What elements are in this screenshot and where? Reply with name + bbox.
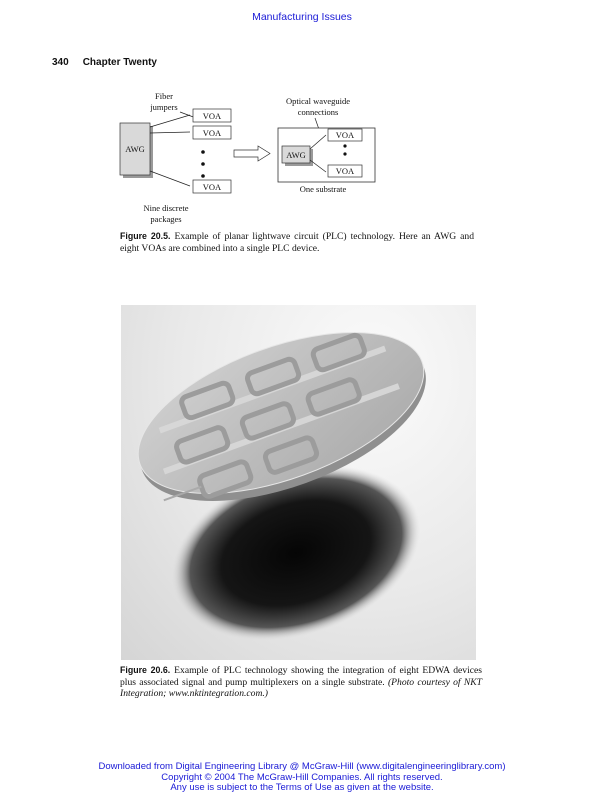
figure-20-5-caption (120, 231, 474, 254)
section-link[interactable]: Manufacturing Issues (252, 11, 352, 23)
footer-copyright: Copyright © 2004 The McGraw-Hill Companies. All rights reserved. (161, 771, 443, 783)
fiber-label-line2: jumpers (150, 102, 178, 112)
voa-label-right-1: VOA (335, 130, 355, 140)
fiber-line-3 (150, 171, 190, 186)
caption-text: Example of PLC technology showing the integration of eight EDWA devices plus associated signal and pump multiplexers on a single substrate. (120, 665, 482, 688)
awg-label-right: AWG (286, 150, 306, 160)
caption-text: Example of planar lightwave circuit (PLC) technology. Here an AWG and eight VOAs are combined into a single PLC device. (120, 231, 474, 254)
voa-label-right-2: VOA (335, 166, 355, 176)
fiber-line-2 (150, 132, 190, 133)
ellipsis-dot (201, 174, 205, 178)
footer-download-link[interactable]: Downloaded from Digital Engineering Library @ McGraw-Hill (www.digitalengineeringlibrary.com) (98, 761, 506, 772)
waveguide-label-line1: Optical waveguide (286, 96, 350, 106)
photo-credit: (Photo courtesy of NKT Integration; www.nktintegration.com.) (120, 676, 483, 699)
footer-terms-link[interactable]: Any use is subject to the Terms of Use as given at the website. (170, 782, 434, 793)
voa-label-left-1: VOA (202, 111, 222, 121)
ellipsis-dot (201, 150, 205, 154)
voa-label-left-3: VOA (202, 182, 222, 192)
caption-label: Figure 20.6. (120, 665, 171, 675)
packages-label-line1: Nine discrete (143, 203, 189, 213)
ellipsis-dot (343, 152, 346, 155)
running-head (52, 57, 157, 68)
waveguide-label-line2: connections (297, 107, 339, 117)
ellipsis-dot (343, 144, 346, 147)
voa-label-left-2: VOA (202, 128, 222, 138)
awg-label-left: AWG (125, 144, 145, 154)
page-number: 340 (52, 57, 69, 68)
chapter-title: Chapter Twenty (82, 57, 157, 68)
plc-wafer-photo (121, 305, 476, 660)
fiber-label-line1: Fiber (155, 91, 173, 101)
packages-label-line2: packages (150, 214, 182, 224)
fiber-line-1 (150, 115, 190, 127)
plc-diagram (100, 88, 400, 228)
caption-label: Figure 20.5. (120, 231, 171, 241)
ellipsis-dot (201, 162, 205, 166)
substrate-label: One substrate (299, 184, 347, 194)
figure-20-6-caption (120, 665, 482, 700)
transform-arrow (234, 146, 270, 161)
footer (0, 762, 604, 794)
